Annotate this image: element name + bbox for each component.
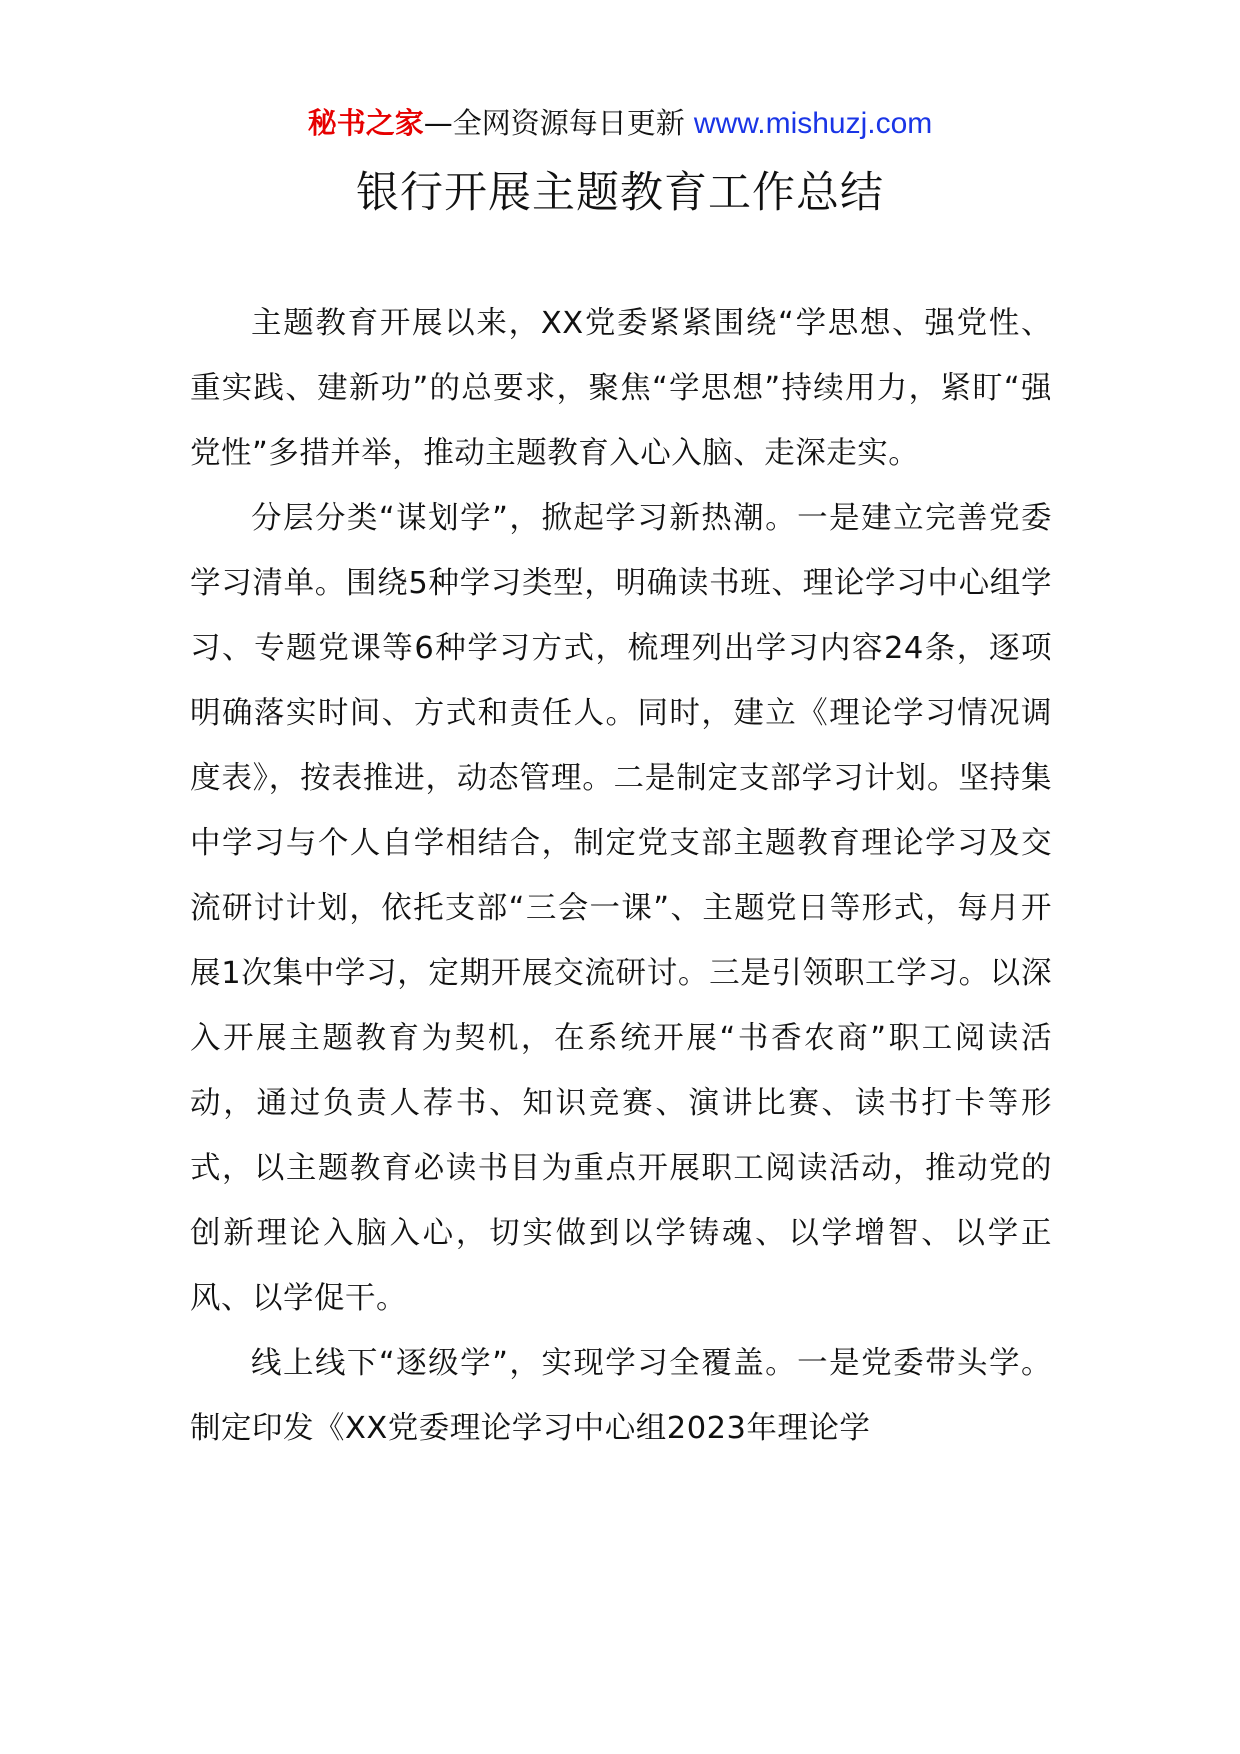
brand-name: 秘书之家: [307, 106, 424, 140]
site-url-link[interactable]: www.mishuzj.com: [693, 107, 933, 140]
paragraph-online-offline: 线上线下“逐级学”，实现学习全覆盖。一是党委带头学。制定印发《XX党委理论学习中心组2023年理论学: [190, 1346, 1052, 1446]
header-tagline: —全网资源每日更新: [423, 106, 694, 140]
site-header: [0, 103, 1240, 144]
paragraph-planning: 分层分类“谋划学”，掀起学习新热潮。一是建立完善党委学习清单。围绕5种学习类型，明确读书班、理论学习中心组学习、专题党课等6种学习方式，梳理列出学习内容24条，逐项明确落实时间、方式和责任人。同时，建立《理论学习情况调度表》，按表推进，动态管理。二是制定支部学习计划。坚持集中学习与个人自学相结合，制定党支部主题教育理论学习及交流研讨计划，依托支部“三会一课”、主题党日等形式，每月开展1次集中学习，定期开展交流研讨。三是引领职工学习。以深入开展主题教育为契机，在系统开展“书香农商”职工阅读活动，通过负责人荐书、知识竞赛、演讲比赛、读书打卡等形式，以主题教育必读书目为重点开展职工阅读活动，推动党的创新理论入脑入心，切实做到以学铸魂、以学增智、以学正风、以学促干。: [190, 501, 1052, 1316]
document-title: 银行开展主题教育工作总结: [356, 168, 884, 218]
document-body: [190, 291, 1052, 1461]
paragraph-intro: 主题教育开展以来，XX党委紧紧围绕“学思想、强党性、重实践、建新功”的总要求，聚焦“学思想”持续用力，紧盯“强党性”多措并举，推动主题教育入心入脑、走深走实。: [190, 306, 1052, 471]
